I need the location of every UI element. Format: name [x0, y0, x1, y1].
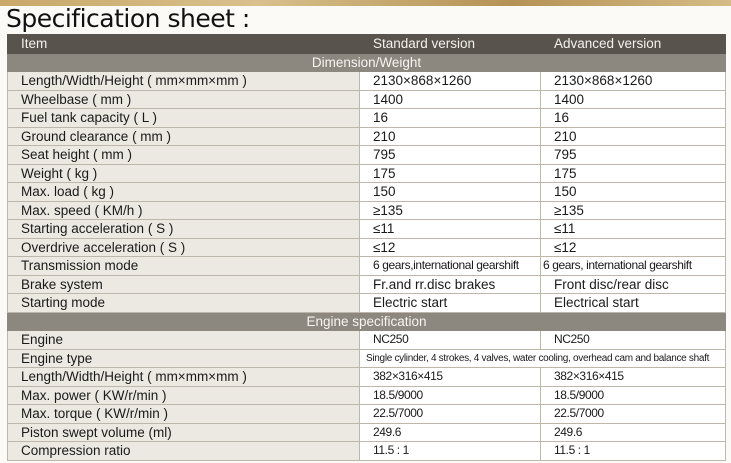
advanced-value: 150 — [541, 183, 726, 202]
table-row — [8, 201, 726, 220]
row-label: Length/Width/Height ( mm×mm×mm ) — [8, 368, 360, 387]
standard-value: ≤12 — [360, 238, 541, 257]
row-label: Engine — [8, 331, 360, 350]
section-title-dimension-weight: Dimension/Weight — [8, 53, 726, 72]
section-title-engine-specification: Engine specification — [8, 312, 726, 331]
standard-value: 175 — [360, 164, 541, 183]
advanced-value: ≥135 — [541, 201, 726, 220]
standard-value: 150 — [360, 183, 541, 202]
advanced-value: Electrical start — [541, 294, 726, 313]
row-label: Weight ( kg ) — [8, 164, 360, 183]
standard-value: 2130×868×1260 — [360, 72, 541, 91]
table-row — [8, 275, 726, 294]
advanced-value: 16 — [541, 109, 726, 128]
advanced-value: 795 — [541, 146, 726, 165]
table-row — [8, 442, 726, 461]
row-label: Max. speed ( KM/h ) — [8, 201, 360, 220]
row-label: Overdrive acceleration ( S ) — [8, 238, 360, 257]
advanced-value: ≤12 — [541, 238, 726, 257]
table-row — [8, 331, 726, 350]
advanced-value: 249.6 — [541, 423, 726, 442]
section-header-row — [8, 53, 726, 72]
standard-value: NC250 — [360, 331, 541, 350]
row-label: Starting acceleration ( S ) — [8, 220, 360, 239]
table-row — [8, 127, 726, 146]
advanced-value: 22.5/7000 — [541, 405, 726, 424]
column-header-item: Item — [8, 35, 360, 54]
table-row — [8, 109, 726, 128]
table-row — [8, 349, 726, 368]
advanced-value: 210 — [541, 127, 726, 146]
row-label: Engine type — [8, 349, 360, 368]
row-label: Wheelbase ( mm ) — [8, 90, 360, 109]
table-row — [8, 238, 726, 257]
standard-value: 11.5 : 1 — [360, 442, 541, 461]
table-row — [8, 257, 726, 276]
advanced-value: 382×316×415 — [541, 368, 726, 387]
table-header-row — [8, 35, 726, 54]
advanced-value: Front disc/rear disc — [541, 275, 726, 294]
section-header-row — [8, 312, 726, 331]
standard-value: 16 — [360, 109, 541, 128]
row-label: Max. power ( KW/r/min ) — [8, 386, 360, 405]
table-row — [8, 386, 726, 405]
row-label: Starting mode — [8, 294, 360, 313]
standard-value: 795 — [360, 146, 541, 165]
table-row — [8, 72, 726, 91]
specification-table — [7, 34, 726, 461]
table-row — [8, 164, 726, 183]
standard-value: 22.5/7000 — [360, 405, 541, 424]
advanced-value: 11.5 : 1 — [541, 442, 726, 461]
table-row — [8, 294, 726, 313]
standard-value: 210 — [360, 127, 541, 146]
advanced-value: 1400 — [541, 90, 726, 109]
advanced-value: ≤11 — [541, 220, 726, 239]
row-label: Ground clearance ( mm ) — [8, 127, 360, 146]
table-row — [8, 183, 726, 202]
row-label: Brake system — [8, 275, 360, 294]
engine-type-value: Single cylinder, 4 strokes, 4 valves, water cooling, overhead cam and balance shaft — [360, 349, 726, 368]
table-row — [8, 220, 726, 239]
row-label: Max. load ( kg ) — [8, 183, 360, 202]
row-label: Compression ratio — [8, 442, 360, 461]
table-row — [8, 90, 726, 109]
table-row — [8, 423, 726, 442]
standard-value: Fr.and rr.disc brakes — [360, 275, 541, 294]
advanced-value: 6 gears, international gearshift — [541, 257, 726, 276]
row-label: Seat height ( mm ) — [8, 146, 360, 165]
standard-value: 18.5/9000 — [360, 386, 541, 405]
row-label: Max. torque ( KW/r/min ) — [8, 405, 360, 424]
standard-value: 1400 — [360, 90, 541, 109]
standard-value: ≤11 — [360, 220, 541, 239]
column-header-standard: Standard version — [360, 35, 541, 54]
advanced-value: 2130×868×1260 — [541, 72, 726, 91]
table-row — [8, 405, 726, 424]
standard-value: ≥135 — [360, 201, 541, 220]
row-label: Length/Width/Height ( mm×mm×mm ) — [8, 72, 360, 91]
page-title: Specification sheet : — [6, 4, 250, 33]
advanced-value: 18.5/9000 — [541, 386, 726, 405]
row-label: Transmission mode — [8, 257, 360, 276]
standard-value: Electric start — [360, 294, 541, 313]
row-label: Piston swept volume (ml) — [8, 423, 360, 442]
advanced-value: NC250 — [541, 331, 726, 350]
standard-value: 6 gears,international gearshift — [360, 257, 541, 276]
table-row — [8, 146, 726, 165]
advanced-value: 175 — [541, 164, 726, 183]
row-label: Fuel tank capacity ( L ) — [8, 109, 360, 128]
standard-value: 249.6 — [360, 423, 541, 442]
column-header-advanced: Advanced version — [541, 35, 726, 54]
table-row — [8, 368, 726, 387]
standard-value: 382×316×415 — [360, 368, 541, 387]
